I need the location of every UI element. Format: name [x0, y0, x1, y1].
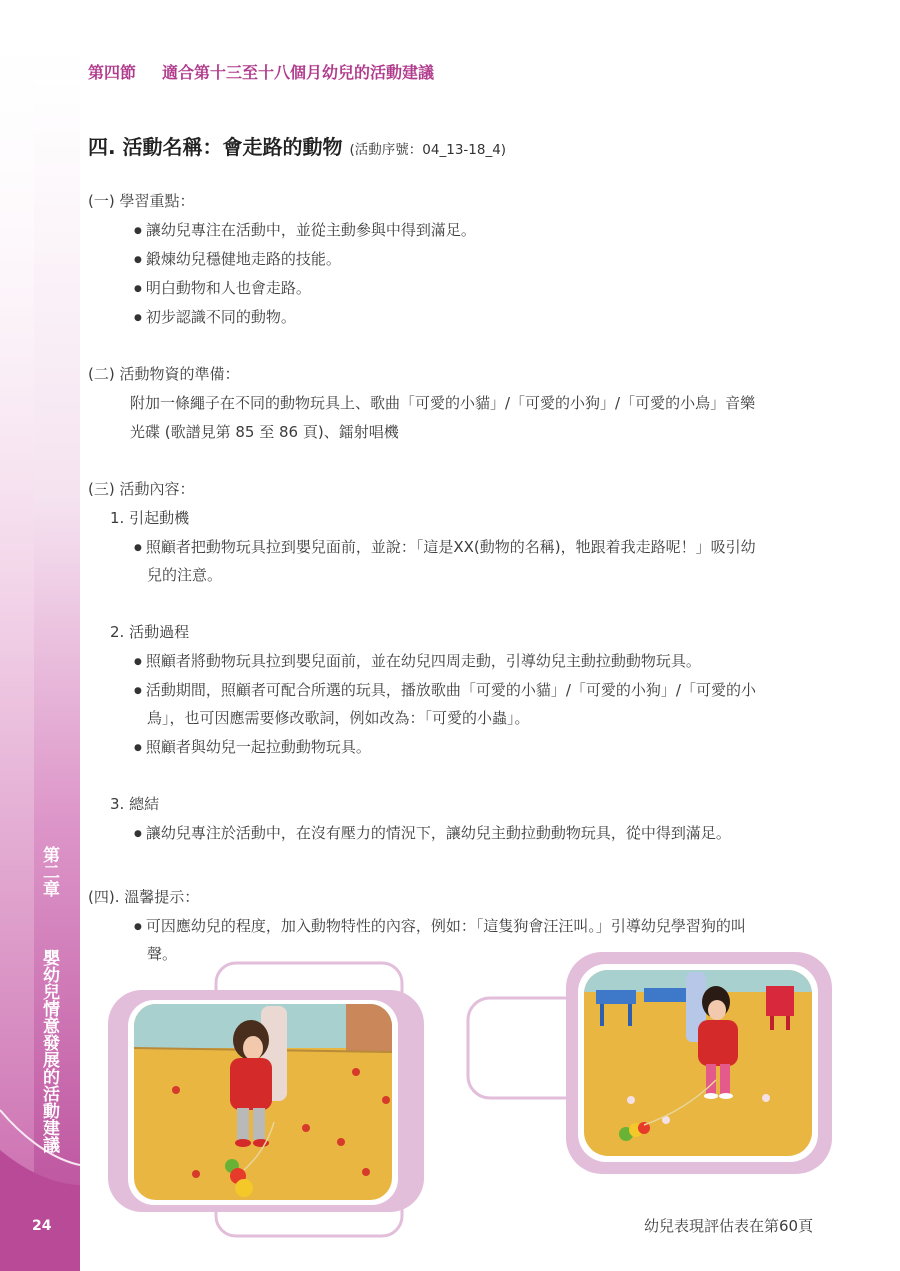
chapter-title: 嬰幼兒情意發展的活動建議 [39, 949, 59, 1153]
step2-title: 2. 活動過程 [110, 623, 190, 641]
step2-bullet-cont: 鳥」，也可因應需要修改歌詞，例如改為：「可愛的小蟲」。 [147, 709, 530, 727]
step2-bullet: ● 活動期間，照顧者可配合所選的玩具，播放歌曲「可愛的小貓」/「可愛的小狗」/「可愛的小 [134, 680, 756, 701]
section-title: 適合第十三至十八個月幼兒的活動建議 [162, 63, 435, 82]
activity-code: (活動序號：04_13-18_4) [349, 142, 507, 158]
chapter-vertical-title [38, 846, 58, 1153]
section-header [88, 60, 434, 83]
page-number: 24 [32, 1218, 52, 1234]
part1-item: ● 初步認識不同的動物。 [134, 307, 296, 328]
step1-title: 1. 引起動機 [110, 509, 190, 527]
part2-line: 光碟 (歌譜見第 85 至 86 頁)、鐳射唱機 [130, 423, 399, 441]
step3-title: 3. 總結 [110, 795, 160, 813]
photo-toddler-2 [466, 950, 834, 1180]
part1-item: ● 明白動物和人也會走路。 [134, 278, 311, 299]
step1-line-cont: 兒的注意。 [147, 566, 223, 584]
part1-item: ● 讓幼兒專注在活動中，並從主動參與中得到滿足。 [134, 220, 476, 241]
part1-heading: (一) 學習重點： [88, 192, 195, 210]
photo-toddler-1 [106, 960, 426, 1240]
part4-line-cont: 聲。 [147, 945, 178, 963]
step3-bullet: ● 讓幼兒專注於活動中，在沒有壓力的情況下，讓幼兒主動拉動動物玩具，從中得到滿足。 [134, 823, 731, 844]
part2-line: 附加一條繩子在不同的動物玩具上、歌曲「可愛的小貓」/「可愛的小狗」/「可愛的小鳥」音樂 [130, 394, 756, 412]
step2-bullet: ● 照顧者與幼兒一起拉動動物玩具。 [134, 737, 371, 758]
sidebar [0, 0, 80, 1271]
step1-line: ● 照顧者把動物玩具拉到嬰兒面前，並說：「這是XX(動物的名稱)，牠跟着我走路呢！」吸引幼 [134, 537, 756, 558]
activity-name: 四. 活動名稱：會走路的動物 [88, 135, 343, 159]
part3-heading: (三) 活動內容： [88, 480, 195, 498]
part1-item: ● 鍛煉幼兒穩健地走路的技能。 [134, 249, 341, 270]
chapter-label: 第二章 [39, 846, 59, 897]
part4-heading: (四). 溫馨提示： [88, 888, 200, 906]
part4-line: ● 可因應幼兒的程度，加入動物特性的內容，例如：「這隻狗會汪汪叫。」引導幼兒學習狗的叫 [134, 916, 746, 937]
part2-heading: (二) 活動物資的準備： [88, 365, 240, 383]
step2-bullet: ● 照顧者將動物玩具拉到嬰兒面前，並在幼兒四周走動，引導幼兒主動拉動動物玩具。 [134, 651, 701, 672]
assessment-note: 幼兒表現評估表在第60頁 [644, 1217, 814, 1235]
activity-title [88, 131, 506, 160]
section-number: 第四節 [88, 63, 137, 82]
